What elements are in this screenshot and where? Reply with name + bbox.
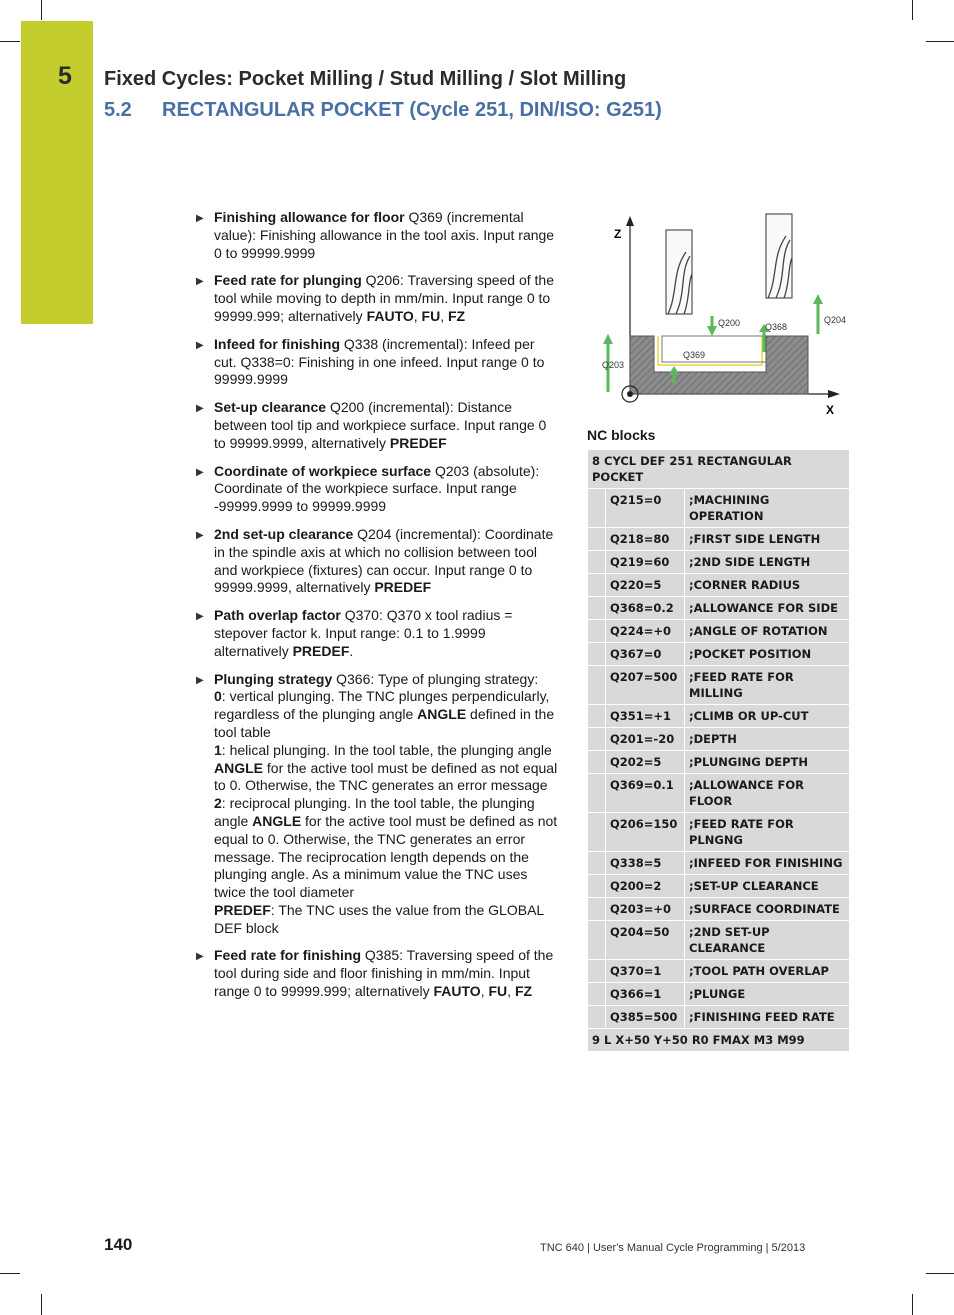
nc-indent [588, 528, 606, 551]
nc-comment: ;2ND SET-UP CLEARANCE [685, 921, 850, 960]
bullet-arrow-icon: ▶ [196, 276, 204, 288]
nc-row [588, 1006, 850, 1029]
bullet-arrow-icon: ▶ [196, 674, 204, 686]
parameter-keyword: FU [421, 307, 441, 324]
nc-comment: ;2ND SIDE LENGTH [685, 551, 850, 574]
parameter-item [196, 272, 558, 325]
parameter-keyword: FZ [448, 307, 466, 324]
chapter-title: Fixed Cycles: Pocket Milling / Stud Milling / Slot Milling [104, 68, 627, 90]
parameter-keyword: FAUTO [433, 983, 481, 1000]
parameter-item [196, 526, 558, 597]
nc-indent [588, 921, 606, 960]
bullet-arrow-icon: ▶ [196, 951, 204, 963]
nc-indent [588, 1006, 606, 1029]
nc-code: Q200=2 [606, 875, 685, 898]
nc-code: Q351=+1 [606, 705, 685, 728]
nc-indent [588, 620, 606, 643]
bullet-arrow-icon: ▶ [196, 213, 204, 224]
nc-footer-row: 9 L X+50 Y+50 R0 FMAX M3 M99 [588, 1029, 850, 1052]
chapter-number: 5 [58, 62, 72, 90]
nc-comment: ;FINISHING FEED RATE [685, 1006, 850, 1029]
parameter-keyword: FZ [514, 983, 533, 1000]
bullet-arrow-icon: ▶ [196, 611, 204, 623]
chapter-tab [21, 21, 93, 324]
crop-mark [41, 0, 42, 20]
parameter-text: for the active tool must be defined as not equal to 0. Otherwise, the TNC generates an error message. The reciprocation length depends on the plunging angle. As a minimum value the TNC uses twice the tool diameter [214, 812, 558, 901]
parameter-list [196, 209, 558, 1011]
parameter-name: Feed rate for plunging [214, 272, 362, 289]
nc-indent [588, 705, 606, 728]
nc-code: Q218=80 [606, 528, 685, 551]
nc-comment: ;FIRST SIDE LENGTH [685, 528, 850, 551]
parameter-text: : vertical plunging. The TNC plunges perpendicularly, regardless of the plunging angle [214, 688, 550, 723]
z-axis-label: Z [614, 227, 622, 241]
z-axis-arrow-icon [626, 216, 634, 226]
nc-row [588, 875, 850, 898]
nc-code: Q367=0 [606, 643, 685, 666]
parameter-keyword: ANGLE [252, 812, 302, 829]
nc-comment: ;SET-UP CLEARANCE [685, 875, 850, 898]
parameter-keyword: ANGLE [417, 706, 467, 723]
bullet-arrow-icon: ▶ [196, 466, 204, 478]
nc-indent [588, 898, 606, 921]
tool-left [666, 230, 692, 314]
nc-code: Q370=1 [606, 960, 685, 983]
nc-row [588, 921, 850, 960]
parameter-name: Coordinate of workpiece surface [214, 462, 432, 479]
section-number: 5.2 [104, 99, 132, 121]
parameter-keyword: 1 [214, 741, 222, 758]
pocket-diagram [588, 212, 850, 420]
nc-indent [588, 489, 606, 528]
nc-comment: ;PLUNGE [685, 983, 850, 1006]
nc-row [588, 960, 850, 983]
nc-comment: ;INFEED FOR FINISHING [685, 852, 850, 875]
parameter-name: Infeed for finishing [214, 335, 340, 352]
nc-code: Q206=150 [606, 813, 685, 852]
parameter-name: Plunging strategy [214, 670, 333, 687]
nc-row [588, 852, 850, 875]
parameter-text: Q200 (incremental): Distance between tool tip and workpiece surface. Input range 0 to 99999.9999, alternatively [214, 399, 547, 451]
nc-indent [588, 643, 606, 666]
parameter-item [196, 671, 558, 938]
parameter-item [196, 336, 558, 389]
bullet-arrow-icon: ▶ [196, 339, 204, 351]
nc-indent [588, 551, 606, 574]
nc-comment: ;ALLOWANCE FOR SIDE [685, 597, 850, 620]
parameter-name: Set-up clearance [214, 399, 327, 416]
parameter-item [196, 607, 558, 660]
parameter-text: Q203 (absolute): Coordinate of the workpiece surface. Input range -99999.9999 to 99999.9999 [214, 462, 540, 515]
crop-mark [926, 1273, 954, 1274]
nc-row [588, 597, 850, 620]
nc-row [588, 751, 850, 774]
crop-mark [912, 0, 913, 20]
nc-row [588, 643, 850, 666]
nc-code: Q338=5 [606, 852, 685, 875]
nc-code: Q204=50 [606, 921, 685, 960]
crop-mark [0, 41, 20, 42]
parameter-keyword: FU [488, 983, 508, 1000]
nc-comment: ;CLIMB OR UP-CUT [685, 705, 850, 728]
nc-comment: ;CORNER RADIUS [685, 574, 850, 597]
nc-row [588, 983, 850, 1006]
q203-arrow-icon [603, 334, 613, 344]
parameter-keyword: 2 [214, 795, 222, 812]
nc-indent [588, 574, 606, 597]
parameter-text: Q385: Traversing speed of the tool during side and floor finishing in mm/min. Input range 0 to 99999.999; alternatively [214, 947, 554, 1000]
nc-code: Q203=+0 [606, 898, 685, 921]
nc-row [588, 774, 850, 813]
parameter-text: Q366: Type of plunging strategy: [332, 670, 539, 687]
nc-code: Q366=1 [606, 983, 685, 1006]
nc-code: Q207=500 [606, 666, 685, 705]
parameter-keyword: PREDEF [374, 579, 432, 596]
parameter-keyword: 0 [214, 688, 222, 705]
nc-row [588, 898, 850, 921]
parameter-text: Q369 (incremental value): Finishing allowance in the tool axis. Input range 0 to 99999.9999 [214, 209, 555, 261]
parameter-text: Q206: Traversing speed of the tool while moving to depth in mm/min. Input range 0 to 99999.999; alternatively [214, 272, 555, 324]
parameter-text: , [507, 983, 515, 1000]
nc-row [588, 813, 850, 852]
crop-mark [41, 1294, 42, 1315]
nc-indent [588, 813, 606, 852]
parameter-text: Q370: Q370 x tool radius = stepover factor k. Input range: 0.1 to 1.9999 alternatively [214, 607, 513, 659]
q369-arrow-icon [669, 366, 679, 374]
nc-code: Q220=5 [606, 574, 685, 597]
parameter-name: Finishing allowance for floor [214, 209, 405, 225]
parameter-text: , [480, 983, 489, 1000]
section-title: RECTANGULAR POCKET (Cycle 251, DIN/ISO: G251) [162, 99, 662, 121]
parameter-item [196, 209, 558, 262]
nc-comment: ;FEED RATE FOR PLNGNG [685, 813, 850, 852]
parameter-text: . [349, 642, 354, 659]
parameter-text: : reciprocal plunging. In the tool table, the plunging angle [214, 795, 535, 829]
nc-indent [588, 875, 606, 898]
parameter-item [196, 399, 558, 452]
parameter-text: Q338 (incremental): Infeed per cut. Q338=0: Finishing in one infeed. Input range 0 to 99999.9999 [214, 335, 545, 388]
nc-code: Q202=5 [606, 751, 685, 774]
nc-comment: ;PLUNGING DEPTH [685, 751, 850, 774]
nc-indent [588, 728, 606, 751]
nc-comment: ;SURFACE COORDINATE [685, 898, 850, 921]
crop-mark [912, 1294, 913, 1315]
nc-indent [588, 751, 606, 774]
nc-indent [588, 852, 606, 875]
q204-label: Q204 [824, 315, 847, 325]
nc-row [588, 551, 850, 574]
nc-comment: ;ANGLE OF ROTATION [685, 620, 850, 643]
q369-label: Q369 [683, 350, 706, 360]
x-axis-arrow-icon [828, 390, 840, 398]
nc-comment: ;ALLOWANCE FOR FLOOR [685, 774, 850, 813]
parameter-text: , [440, 307, 448, 324]
parameter-keyword: FAUTO [366, 307, 414, 324]
nc-code: Q215=0 [606, 489, 685, 528]
nc-code: Q385=500 [606, 1006, 685, 1029]
nc-indent [588, 597, 606, 620]
q368-label: Q368 [765, 322, 788, 332]
parameter-name: 2nd set-up clearance [214, 525, 354, 542]
parameter-name: Feed rate for finishing [214, 947, 362, 964]
nc-row [588, 489, 850, 528]
parameter-text: for the active tool must be defined as not equal to 0. Otherwise, the TNC generates an error message [214, 759, 558, 794]
crop-mark [0, 1273, 20, 1274]
nc-row [588, 528, 850, 551]
nc-row [588, 728, 850, 751]
page-number: 140 [104, 1235, 133, 1254]
nc-code: Q369=0.1 [606, 774, 685, 813]
nc-code: Q368=0.2 [606, 597, 685, 620]
nc-comment: ;DEPTH [685, 728, 850, 751]
nc-blocks-title: NC blocks [587, 427, 656, 443]
nc-indent [588, 983, 606, 1006]
q200-arrow-icon [707, 326, 717, 336]
nc-code: Q224=+0 [606, 620, 685, 643]
nc-indent [588, 774, 606, 813]
nc-header-row: 8 CYCL DEF 251 RECTANGULAR POCKET [588, 450, 850, 489]
q204-arrow-icon [813, 294, 823, 304]
nc-code: Q219=60 [606, 551, 685, 574]
parameter-item [196, 947, 558, 1000]
parameter-keyword: ANGLE [214, 759, 263, 776]
parameter-name: Path overlap factor [214, 607, 341, 624]
nc-comment: ;POCKET POSITION [685, 643, 850, 666]
q203-label: Q203 [602, 360, 625, 370]
bullet-arrow-icon: ▶ [196, 403, 204, 415]
q200-label: Q200 [718, 318, 741, 328]
nc-row [588, 705, 850, 728]
nc-code: Q201=-20 [606, 728, 685, 751]
parameter-keyword: PREDEF [214, 901, 271, 918]
page-footer: TNC 640 | User's Manual Cycle Programming | 5/2013 [540, 1242, 806, 1254]
pocket-outline [658, 336, 762, 365]
nc-row [588, 666, 850, 705]
parameter-text: : helical plunging. In the tool table, the plunging angle [221, 741, 552, 758]
nc-comment: ;TOOL PATH OVERLAP [685, 960, 850, 983]
origin-dot [627, 391, 633, 397]
parameter-keyword: PREDEF [292, 642, 350, 659]
finish-boundary [662, 336, 766, 362]
x-axis-label: X [826, 403, 835, 417]
tool-right [766, 214, 792, 298]
nc-comment: ;FEED RATE FOR MILLING [685, 666, 850, 705]
nc-indent [588, 666, 606, 705]
parameter-text: , [413, 307, 422, 324]
parameter-keyword: PREDEF [389, 434, 447, 451]
parameter-text: Q204 (incremental): Coordinate in the spindle axis at which no collision between tool and workpiece (fixtures) can occur. Input range 0 to 99999.9999, alternatively [214, 525, 554, 596]
parameter-item [196, 463, 558, 516]
nc-indent [588, 960, 606, 983]
crop-mark [926, 41, 954, 42]
parameter-text: defined in the tool table [214, 706, 555, 740]
parameter-text: : The TNC uses the value from the GLOBAL DEF block [214, 901, 544, 936]
nc-blocks-table [587, 449, 850, 1052]
nc-row [588, 620, 850, 643]
nc-row [588, 574, 850, 597]
bullet-arrow-icon: ▶ [196, 529, 204, 541]
nc-comment: ;MACHINING OPERATION [685, 489, 850, 528]
